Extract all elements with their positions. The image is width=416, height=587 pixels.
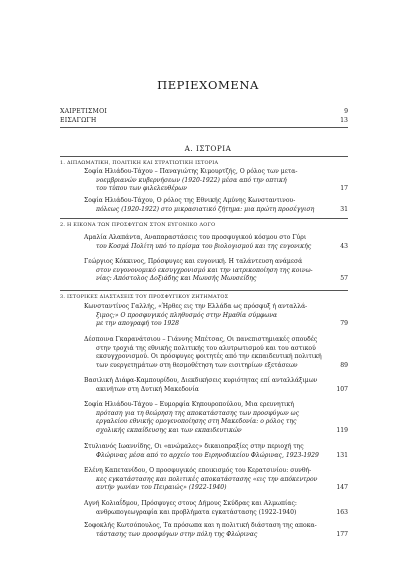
toc-entry xyxy=(84,258,348,284)
entry-line: Γεώργιος Κόκκινος, Πρόσφυγες και ευγονική. Η ταλάντευση ανάμεσά xyxy=(84,258,303,265)
front-matter-label: ΕΙΣΑΓΩΓΗ xyxy=(60,117,97,124)
front-matter xyxy=(60,107,348,125)
toc-entry xyxy=(84,168,348,194)
entry-page: 131 xyxy=(336,451,348,459)
entry-line: πόλεως (1920-1922) στο μικρασιατικό ζήτημα: μια πρώτη προσέγγιση xyxy=(96,205,315,213)
entry-line: ξιμος;» Ο προσφυγικός πληθυσμός στην Ημαθία σύμφωνα xyxy=(96,311,278,319)
entry-page: 177 xyxy=(336,530,348,538)
entry-line: Ελένη Καπετανίδου, Ο προσφυγικός εποικισμός του Κερατσινίου: συνθή- xyxy=(84,467,312,474)
entry-line: Κωνσταντίνος Γαλλής, «Ήρθες εις την Ελλάδα ως πρόσφυξ ή ανταλλά- xyxy=(84,303,308,310)
entry-line: στον ευγονονομικό εκσυγχρονισμό και την ιατρικοποίηση της κοινω- xyxy=(96,266,313,274)
entry-line: ανθρωπογεωγραφία και προβλήματα εγκατάστασης (1922-1940) xyxy=(96,508,297,516)
entry-page: 43 xyxy=(340,242,348,250)
entry-line: στην τροχιά της εθνικής πολιτικής του αλυτρωτισμού και του αστικού xyxy=(96,344,316,352)
front-matter-page: 9 xyxy=(344,108,348,115)
entry-line: πρόταση για τη θεώρηση της αποκατάστασης των προσφύγων ως xyxy=(96,409,299,417)
entry-line: σχολικής εκπαίδευσης και των εκπαιδευτικών xyxy=(96,426,242,434)
entry-line: Αμαλία Αλαπάντα, Αναπαραστάσεις του προσφυγικού κόσμου στο Γύρι xyxy=(84,234,307,241)
entry-line: του τύπου των φιλελευθέρων xyxy=(96,185,187,193)
entry-line: νίας: Απόστολος Δοξιάδης και Μωυσής Μωυσείδης xyxy=(96,275,257,283)
toc-entry xyxy=(84,234,348,251)
divider xyxy=(60,290,348,291)
front-matter-label: ΧΑΙΡΕΤΙΣΜΟΙ xyxy=(60,108,107,115)
entry-page: 107 xyxy=(336,385,348,393)
entry-page: 17 xyxy=(340,185,348,193)
chapter-heading: 1. ΔΙΠΛΩΜΑΤΙΚΗ, ΠΟΛΙΤΙΚΗ ΚΑΙ ΣΤΡΑΤΙΩΤΙΚΗ ΙΣΤΟΡΙΑ xyxy=(60,160,219,166)
chapter-heading: 3. ΙΣΤΟΡΙΚΕΣ ΔΙΑΣΤΑΣΕΙΣ ΤΟΥ ΠΡΟΣΦΥΓΙΚΟΥ ΖΗΤΗΜΑΤΟΣ xyxy=(60,294,229,300)
entry-line: εργαλείου εθνικής ομογενοποίησης στη Μακεδονία: ο ρόλος της xyxy=(96,418,297,426)
entry-line: των ευεργετημάτων στη θεσμοθέτηση των εισιτηρίων εξετάσεων xyxy=(96,361,298,369)
toc-entry xyxy=(84,522,348,539)
front-matter-row xyxy=(60,107,348,116)
chapter-heading: 2. Η ΕΙΚΟΝΑ ΤΩΝ ΠΡΟΣΦΥΓΩΝ ΣΤΟΝ ΕΥΓΟΝΙΚΟ ΛΟΓΟ xyxy=(60,222,216,228)
divider xyxy=(60,218,348,219)
entry-line: του Κοσμά Πολίτη υπό το πρίσμα του βιολογισμού και της ευγονικής xyxy=(96,242,312,250)
entry-line: Σοφοκλής Κωτσόπουλος, Τα πρόσωπα και η πολιτική διάσταση της αποκα- xyxy=(84,522,317,529)
entry-line: Φλώρινας μέσα από το αρχείο του Ειρηνοδικείου Φλώρινας, 1923-1929 xyxy=(96,451,319,459)
entry-line: Σοφία Ηλιάδου-Τάχου – Ευμορφία Κηπουροπούλου, Μια ερευνητική xyxy=(84,401,294,408)
toc-entry xyxy=(84,401,348,435)
entry-page: 147 xyxy=(336,484,348,492)
divider xyxy=(60,127,348,128)
entry-page: 163 xyxy=(336,508,348,516)
entry-page: 79 xyxy=(340,320,348,328)
front-matter-row xyxy=(60,116,348,125)
toc-entry xyxy=(84,197,348,214)
entry-line: ακινήτων στη Δυτική Μακεδονία xyxy=(96,385,199,393)
entry-line: τάστασης των προσφύγων στην πόλη της Φλώρινας xyxy=(96,530,258,538)
entry-line: Βασιλική Διάφα-Καμπουρίδου, Διεκδικήσεις κυριότητας επί ανταλλάξιμων xyxy=(84,377,318,384)
entry-page: 57 xyxy=(340,275,348,283)
entry-line: Δέσποινα Γκαρανάτσιου – Γιάννης Μπέτσας, Οι πανεπιστημιακές σπουδές xyxy=(84,336,318,343)
divider xyxy=(60,156,348,157)
toc-entry xyxy=(84,443,348,460)
entry-line: Αγνή Κολιαΐδμου, Πρόσφυγες στους Δήμους Σκύδρας και Αλμωπίας: xyxy=(84,500,297,507)
entry-page: 31 xyxy=(340,205,348,213)
entry-page: 89 xyxy=(340,361,348,369)
front-matter-page: 13 xyxy=(340,117,348,124)
entry-line: αυτήν γωνίαν του Πειραιώς» (1922-1940) xyxy=(96,484,227,492)
toc-entry xyxy=(84,500,348,517)
entry-line: νοεμβριανών κυβερνήσεων (1920-1922) μέσα από την οπτική xyxy=(96,176,287,184)
entry-line: κες εγκατάστασης και πολιτικές αποκατάστασης «εις την απόκεντρον xyxy=(96,475,318,483)
section-title: Α. ΙΣΤΟΡΙΑ xyxy=(184,144,232,153)
entry-line: εκσυγχρονισμού. Οι πρόσφυγες φοιτητές από την εκπαιδευτική πολιτική xyxy=(96,353,322,361)
entry-line: Στυλιανός Ιωαννίδης, Οι «ανώμαλες» δικαιοπραξίες στην περιοχή της xyxy=(84,443,304,450)
entry-line: με την απογραφή του 1928 xyxy=(96,320,180,328)
entry-line: Σοφία Ηλιάδου-Τάχου – Παναγιώτης Κιμουρτζής, Ο ρόλος των μετα- xyxy=(84,168,298,175)
toc-entry xyxy=(84,303,348,329)
toc-entry xyxy=(84,336,348,370)
toc-entry xyxy=(84,467,348,493)
entry-page: 119 xyxy=(336,426,348,434)
entry-line: Σοφία Ηλιάδου-Τάχου, Ο ρόλος της Εθνικής Αμύνης Κωνσταντινου- xyxy=(84,197,296,204)
toc-entry xyxy=(84,377,348,394)
page-title: ΠΕΡΙΕΧΟΜΕΝΑ xyxy=(157,78,259,92)
